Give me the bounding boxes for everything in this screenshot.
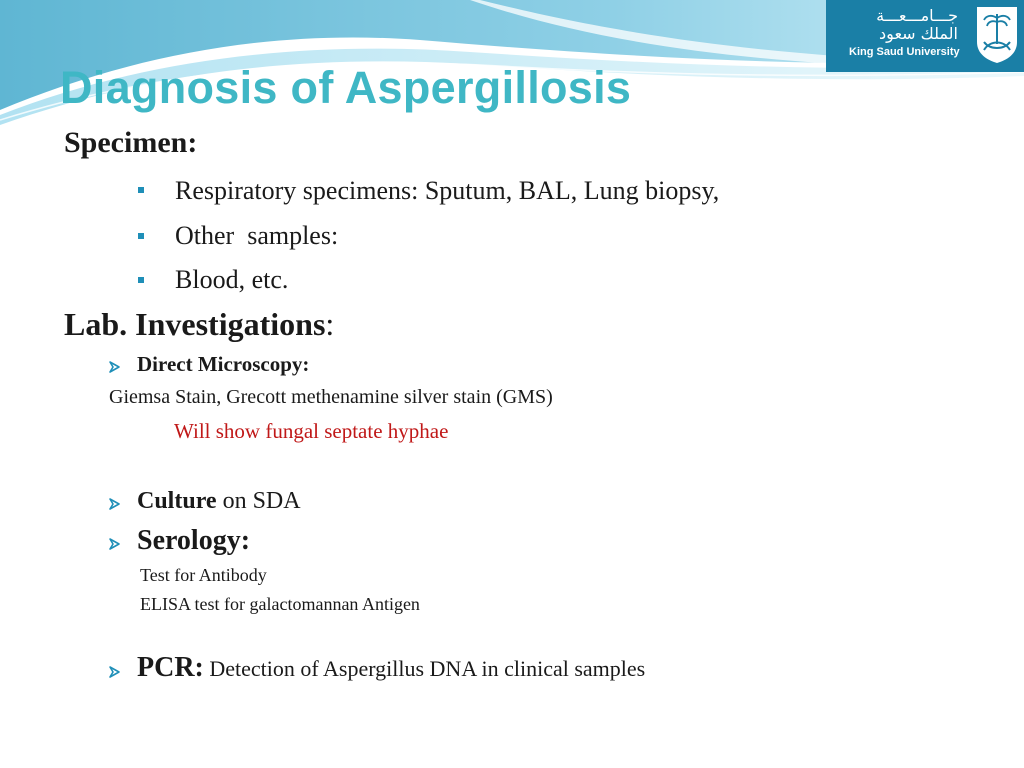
serology-line: ELISA test for galactomannan Antigen [140,594,420,614]
specimen-heading: Specimen: [64,126,198,159]
specimen-item: Respiratory specimens: Sputum, BAL, Lung biopsy, [175,176,720,205]
square-bullet-icon [138,233,144,239]
pcr-label: PCR: [137,652,204,683]
culture-item [137,488,301,515]
logo-arabic-line1: جـــامـــعـــة [876,6,958,25]
lab-investigations-heading [64,306,334,343]
arrow-bullet-icon [108,665,122,679]
specimen-item: Other samples: [175,221,339,250]
square-bullet-icon [138,277,144,283]
university-logo [826,0,1024,72]
pcr-item [137,652,645,684]
direct-microscopy-label: Direct Microscopy: [137,352,310,376]
serology-label: Serology: [137,525,251,556]
palm-swords-emblem-icon [974,4,1020,64]
culture-label: Culture [137,488,217,514]
logo-arabic-line2: الملك سعود [879,24,958,43]
square-bullet-icon [138,187,144,193]
direct-microscopy-detail: Giemsa Stain, Grecott methenamine silver stain (GMS) [109,386,553,408]
slide-title: Diagnosis of Aspergillosis [60,62,632,113]
serology-line: Test for Antibody [140,565,267,585]
direct-microscopy-note: Will show fungal septate hyphae [174,419,449,443]
arrow-bullet-icon [108,360,122,374]
pcr-detail: Detection of Aspergillus DNA in clinical samples [203,656,646,681]
lab-heading-text: Lab. Investigations [64,306,326,342]
logo-english-name: King Saud University [849,46,960,58]
lab-heading-colon: : [325,306,335,342]
specimen-item: Blood, etc. [175,265,289,294]
arrow-bullet-icon [108,537,122,551]
culture-detail: on SDA [216,488,301,514]
arrow-bullet-icon [108,497,122,511]
